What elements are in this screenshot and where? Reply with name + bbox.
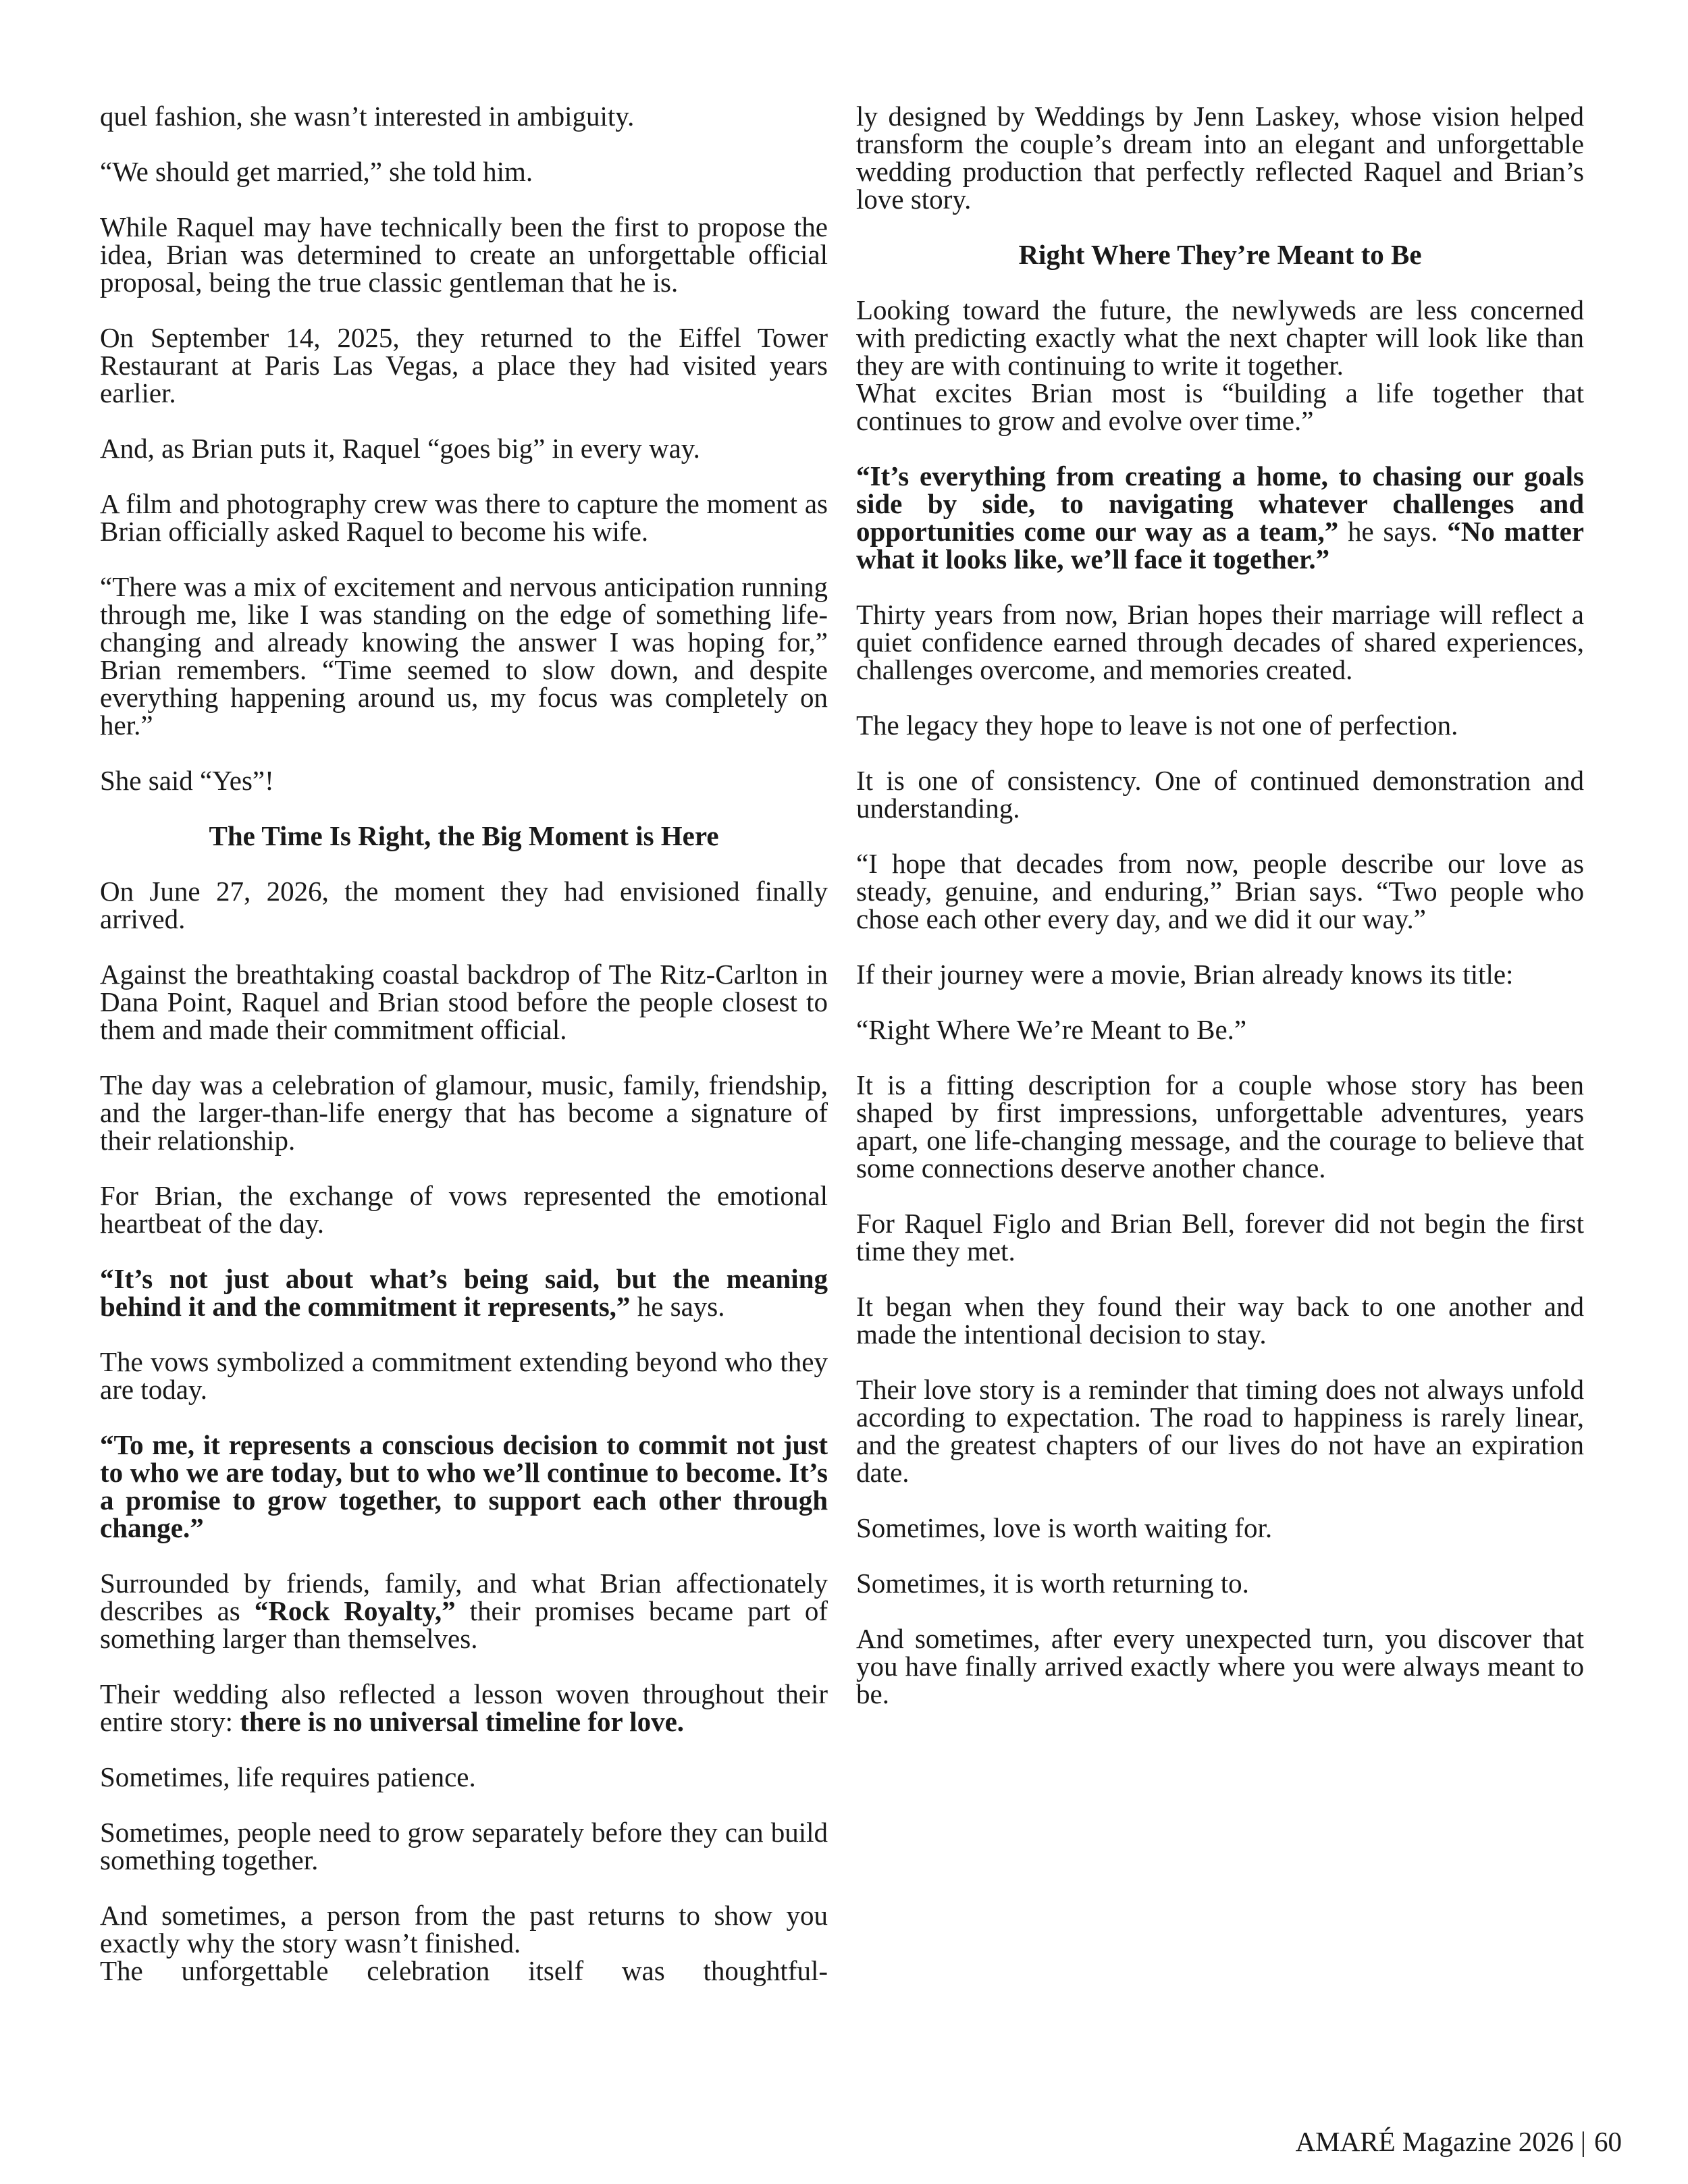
paragraph: The legacy they hope to leave is not one of perfection.	[856, 710, 1458, 741]
paragraph: ly designed by Weddings by Jenn Laskey, whose vision helped transform the couple’s dream into an elegant and unforgettable wedding production that perfectly reflected Raquel and Brian’s love story.	[856, 101, 1584, 215]
paragraph: Against the breathtaking coastal backdrop of The Ritz-Carlton in Dana Point, Raquel and Brian stood before the people closest to them and made their commitment official.	[100, 959, 828, 1045]
paragraph: Looking toward the future, the newlyweds are less concerned with predicting exactly what the next chapter will look like than they are with continuing to write it together.	[856, 294, 1584, 381]
page-footer	[1296, 2125, 1622, 2158]
paragraph: “I hope that decades from now, people describe our love as steady, genuine, and enduring,” Brian says. “Two people who chose each other every day, and we did it our way.”	[856, 848, 1584, 934]
paragraph: On September 14, 2025, they returned to the Eiffel Tower Restaurant at Paris Las Vegas, a place they had visited years earlier.	[100, 322, 828, 408]
paragraph: And, as Brian puts it, Raquel “goes big” in every way.	[100, 433, 700, 464]
paragraph: For Brian, the exchange of vows represented the emotional heartbeat of the day.	[100, 1180, 828, 1239]
publication-name: AMARÉ Magazine 2026	[1295, 2126, 1574, 2157]
left-column	[100, 103, 828, 1985]
bold-quote: “No matter what it looks like, we’ll face it together.”	[856, 516, 1585, 575]
paragraph: Sometimes, life requires patience.	[100, 1761, 476, 1792]
text-run: Surrounded by friends, family, and what Brian affectionately describes as	[100, 1568, 828, 1626]
section-heading: The Time Is Right, the Big Moment is Here	[209, 820, 719, 851]
quote-paragraph	[856, 462, 1584, 573]
paragraph: Thirty years from now, Brian hopes their marriage will reflect a quiet confidence earned through decades of shared experiences, challenges overcome, and memories created.	[856, 599, 1584, 685]
paragraph: Sometimes, love is worth waiting for.	[856, 1512, 1273, 1543]
paragraph: For Raquel Figlo and Brian Bell, forever did not begin the first time they met.	[856, 1208, 1584, 1267]
paragraph: The day was a celebration of glamour, music, family, friendship, and the larger-than-life energy that has become a signature of their relationship.	[100, 1069, 828, 1156]
paragraph	[100, 1570, 828, 1653]
paragraph: Their love story is a reminder that timing does not always unfold according to expectation. The road to happiness is rarely linear, and the greatest chapters of our lives do not have an expiration date.	[856, 1374, 1584, 1488]
footer-separator: |	[1580, 2126, 1586, 2157]
paragraph: It is one of consistency. One of continued demonstration and understanding.	[856, 765, 1584, 824]
page-number: 60	[1594, 2126, 1622, 2157]
text-run: Their wedding also reflected a lesson woven throughout their entire story:	[100, 1678, 828, 1737]
paragraph: The vows symbolized a commitment extending beyond who they are today.	[100, 1346, 828, 1405]
bold-phrase: “Rock Royalty,”	[254, 1595, 456, 1626]
paragraph: She said “Yes”!	[100, 765, 274, 796]
right-column	[856, 103, 1584, 1736]
bold-quote: “To me, it represents a conscious decision to commit not just to who we are today, but to who we’ll continue to become. It’s a promise to grow together, to support each other through change.”	[100, 1429, 828, 1543]
attribution: he says.	[1338, 516, 1448, 547]
paragraph: It began when they found their way back to one another and made the intentional decision to stay.	[856, 1291, 1584, 1350]
paragraph: While Raquel may have technically been the first to propose the idea, Brian was determined to create an unforgettable official proposal, being the true classic gentleman that he is.	[100, 211, 828, 298]
paragraph: “We should get married,” she told him.	[100, 156, 533, 187]
paragraph: quel fashion, she wasn’t interested in ambiguity.	[100, 101, 635, 132]
paragraph: “There was a mix of excitement and nervous anticipation running through me, like I was standing on the edge of something life-changing and already knowing the answer I was hoping for,” Brian remembers. “Time seemed to slow down, and despite everything happening around us, my focus was completely on her.”	[100, 571, 828, 741]
paragraph: It is a fitting description for a couple whose story has been shaped by first impressions, unforgettable adventures, years apart, one life-changing message, and the courage to believe that some connections deserve another chance.	[856, 1069, 1584, 1183]
paragraph: If their journey were a movie, Brian already knows its title:	[856, 959, 1514, 990]
paragraph: And sometimes, a person from the past returns to show you exactly why the story wasn’t finished.	[100, 1900, 828, 1959]
paragraph: Sometimes, it is worth returning to.	[856, 1568, 1249, 1599]
attribution: he says.	[630, 1291, 725, 1322]
paragraph: A film and photography crew was there to capture the moment as Brian officially asked Raquel to become his wife.	[100, 488, 828, 547]
bold-quote: “It’s everything from creating a home, to chasing our goals side by side, to navigating whatever challenges and opportunities come our way as a team,”	[856, 460, 1584, 547]
paragraph: “Right Where We’re Meant to Be.”	[856, 1014, 1247, 1045]
paragraph: On June 27, 2026, the moment they had envisioned finally arrived.	[100, 876, 828, 934]
bold-phrase: there is no universal timeline for love.	[240, 1706, 685, 1737]
text-run: their promises became part of something larger than themselves.	[100, 1595, 828, 1654]
quote-paragraph	[100, 1265, 828, 1321]
paragraph: And sometimes, after every unexpected turn, you discover that you have finally arrived exactly where you were always meant to be.	[856, 1623, 1584, 1709]
paragraph	[100, 1680, 828, 1736]
paragraph: Sometimes, people need to grow separately before they can build something together.	[100, 1817, 828, 1875]
bold-quote: “It’s not just about what’s being said, but the meaning behind it and the commitment it represents,”	[100, 1263, 828, 1322]
paragraph: What excites Brian most is “building a life together that continues to grow and evolve over time.”	[856, 377, 1584, 436]
quote-paragraph	[100, 1431, 828, 1542]
section-heading: Right Where They’re Meant to Be	[1018, 239, 1422, 270]
paragraph: The unforgettable celebration itself was thoughtful-	[100, 1955, 828, 1986]
